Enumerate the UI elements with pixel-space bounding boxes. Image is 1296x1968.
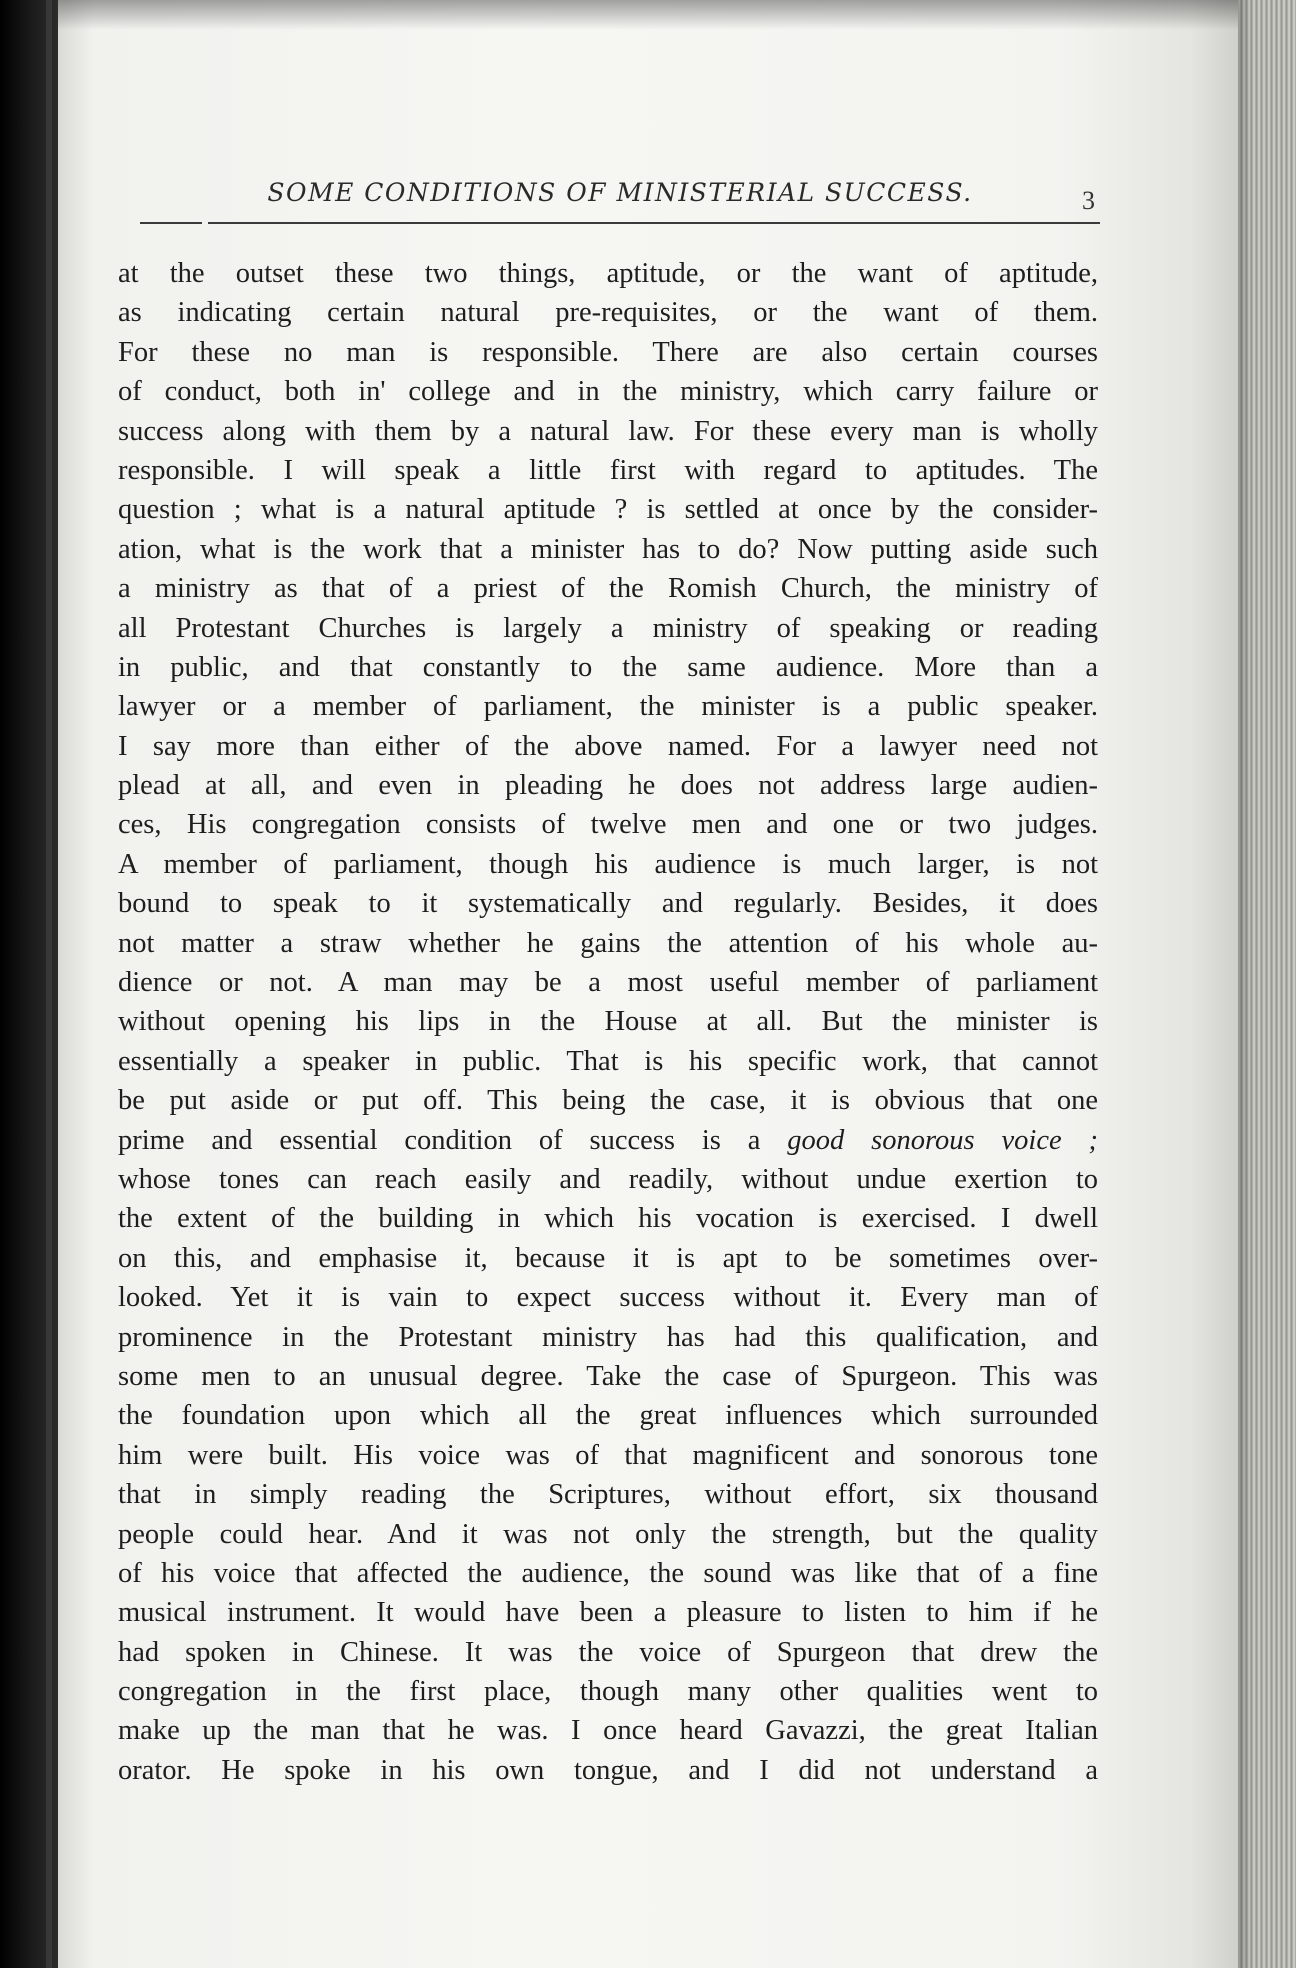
- text-line: prominence in the Protestant ministry has had this qualification, and: [118, 1321, 1098, 1353]
- text-line: a ministry as that of a priest of the Romish Church, the ministry of: [118, 573, 1098, 605]
- text-line: essentially a speaker in public. That is his specific work, that cannot: [118, 1045, 1098, 1077]
- text-line: as indicating certain natural pre-requisites, or the want of them.: [118, 297, 1098, 329]
- text-line: success along with them by a natural law. For these every man is wholly: [118, 415, 1098, 447]
- text-line: congregation in the first place, though many other qualities went to: [118, 1676, 1098, 1708]
- text-line: question ; what is a natural aptitude ? is settled at once by the consider-: [118, 494, 1098, 526]
- text-line: responsible. I will speak a little first with regard to aptitudes. The: [118, 454, 1098, 486]
- text-line-with-emphasis: [118, 1121, 1098, 1160]
- text-line: that in simply reading the Scriptures, without effort, six thousand: [118, 1479, 1098, 1511]
- text-line: not matter a straw whether he gains the attention of his whole au-: [118, 927, 1098, 959]
- text-line: I say more than either of the above named. For a lawyer need not: [118, 730, 1098, 762]
- header-rule-long: [208, 222, 1100, 224]
- page-number: 3: [1082, 186, 1095, 215]
- text-line: without opening his lips in the House at all. But the minister is: [118, 1006, 1098, 1038]
- text-line: ation, what is the work that a minister has to do? Now putting aside such: [118, 533, 1098, 565]
- text-line: whose tones can reach easily and readily, without undue exertion to: [118, 1163, 1098, 1195]
- text-line: be put aside or put off. This being the case, it is obvious that one: [118, 1085, 1098, 1117]
- text-line: orator. He spoke in his own tongue, and I did not understand a: [118, 1754, 1098, 1786]
- text-line: For these no man is responsible. There are also certain courses: [118, 336, 1098, 368]
- text-line: dience or not. A man may be a most useful member of parliament: [118, 967, 1098, 999]
- text-line: all Protestant Churches is largely a ministry of speaking or reading: [118, 612, 1098, 644]
- emphasized-phrase: good sonorous voice ;: [787, 1124, 1098, 1156]
- text-line: him were built. His voice was of that magnificent and sonorous tone: [118, 1439, 1098, 1471]
- text-line: in public, and that constantly to the same audience. More than a: [118, 651, 1098, 683]
- text-line: at the outset these two things, aptitude, or the want of aptitude,: [118, 258, 1098, 289]
- text-line: bound to speak to it systematically and regularly. Besides, it does: [118, 888, 1098, 920]
- header-rule-short: [140, 222, 202, 224]
- text-line: ces, His congregation consists of twelve men and one or two judges.: [118, 809, 1098, 841]
- text-line: people could hear. And it was not only the strength, but the quality: [118, 1518, 1098, 1550]
- page-stack-edge: [1238, 0, 1296, 1968]
- text-line: musical instrument. It would have been a pleasure to listen to him if he: [118, 1597, 1098, 1629]
- text-line: lawyer or a member of parliament, the minister is a public speaker.: [118, 691, 1098, 723]
- text-line: of his voice that affected the audience, the sound was like that of a fine: [118, 1557, 1098, 1589]
- text-line: plead at all, and even in pleading he does not address large audien-: [118, 770, 1098, 802]
- text-line: had spoken in Chinese. It was the voice of Spurgeon that drew the: [118, 1636, 1098, 1668]
- text-line: the foundation upon which all the great influences which surrounded: [118, 1400, 1098, 1432]
- running-header: SOME CONDITIONS OF MINISTERIAL SUCCESS.: [267, 178, 973, 207]
- text-line: A member of parliament, though his audience is much larger, is not: [118, 848, 1098, 880]
- text-line: looked. Yet it is vain to expect success without it. Every man of: [118, 1282, 1098, 1314]
- text-line: some men to an unusual degree. Take the case of Spurgeon. This was: [118, 1360, 1098, 1392]
- text-line-start: prime and essential condition of success is a: [118, 1124, 761, 1156]
- text-line: make up the man that he was. I once heard Gavazzi, the great Italian: [118, 1715, 1098, 1747]
- book-binding-gutter: [0, 0, 58, 1968]
- text-line: of conduct, both in' college and in the ministry, which carry failure or: [118, 376, 1098, 408]
- body-text: [118, 254, 1098, 1790]
- text-line: on this, and emphasise it, because it is apt to be sometimes over-: [118, 1242, 1098, 1274]
- top-edge-shadow: [58, 0, 1238, 30]
- text-line: the extent of the building in which his vocation is exercised. I dwell: [118, 1203, 1098, 1235]
